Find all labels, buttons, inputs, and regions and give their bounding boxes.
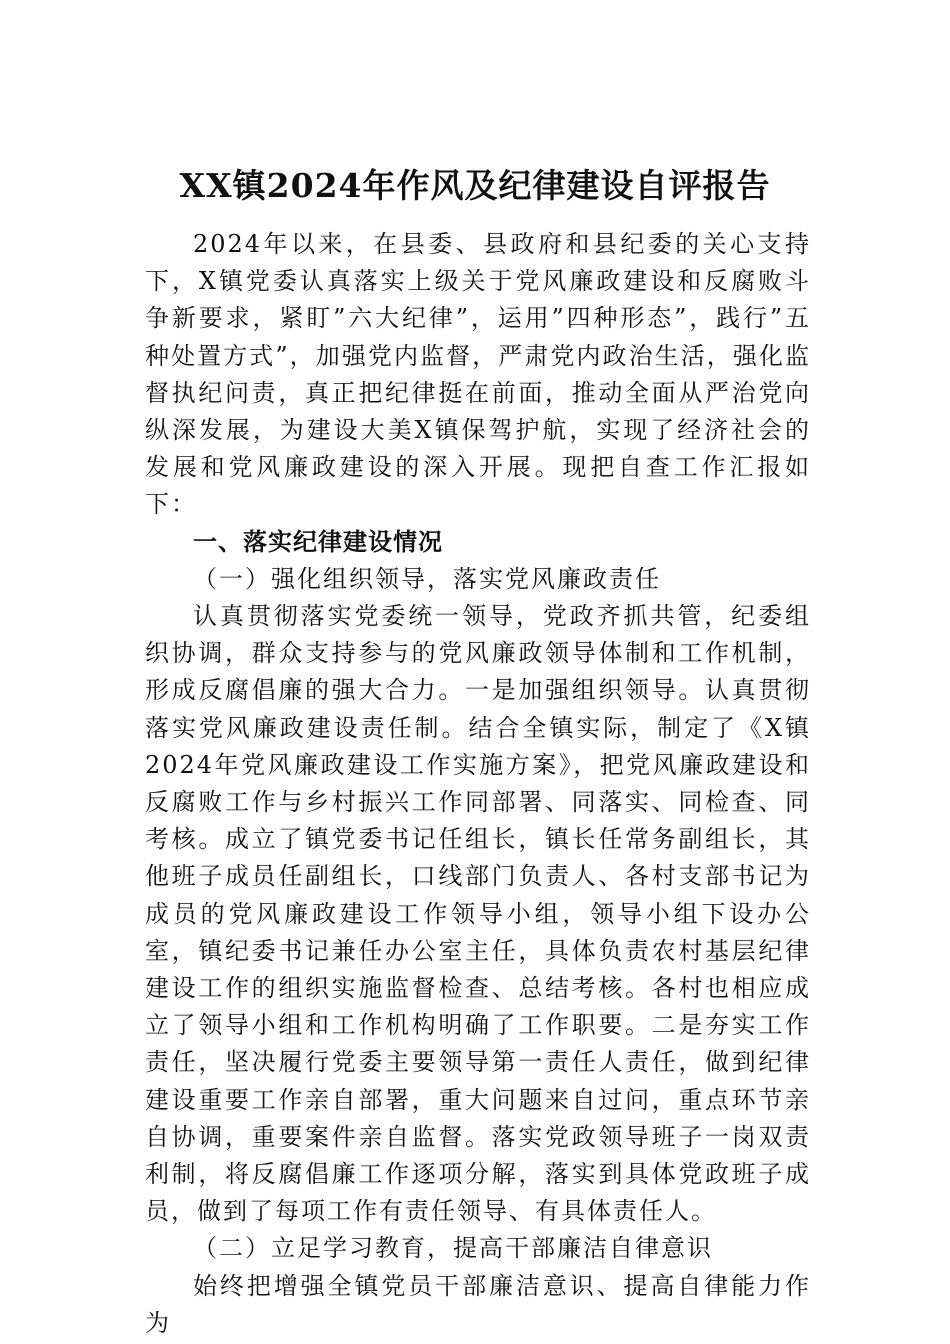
document-title: XX镇2024年作风及纪律建设自评报告 (179, 166, 771, 205)
section-heading-1: 一、落实纪律建设情况 (193, 527, 443, 556)
document-body (145, 226, 811, 1342)
subsection-heading-2: （二）立足学习教育，提高干部廉洁自律意识 (193, 1234, 713, 1263)
subsection-heading-1: （一）强化组织领导，落实党风廉政责任 (193, 564, 661, 593)
body-paragraph-2: 始终把增强全镇党员干部廉洁意识、提高自律能力作为 (145, 1271, 811, 1337)
body-paragraph-1: 认真贯彻落实党委统一领导，党政齐抓共管，纪委组织协调，群众支持参与的党风廉政领导体制和工作机制，形成反腐倡廉的强大合力。一是加强组织领导。认真贯彻落实党风廉政建设责任制。结合全镇实际，制定了《X镇2024年党风廉政建设工作实施方案》，把党风廉政建设和反腐败工作与乡村振兴工作同部署、同落实、同检查、同考核。成立了镇党委书记任组长，镇长任常务副组长，其他班子成员任副组长，口线部门负责人、各村支部书记为成员的党风廉政建设工作领导小组，领导小组下设办公室，镇纪委书记兼任办公室主任，具体负责农村基层纪律建设工作的组织实施监督检查、总结考核。各村也相应成立了领导小组和工作机构明确了工作职要。二是夯实工作责任，坚决履行党委主要领导第一责任人责任，做到纪律建设重要工作亲自部署，重大问题来自过问，重点环节亲自协调，重要案件亲自监督。落实党政领导班子一岗双责利制，将反腐倡廉工作逐项分解，落实到具体党政班子成员，做到了每项工作有责任领导、有具体责任人。 (145, 602, 811, 1226)
intro-paragraph: 2024年以来，在县委、县政府和县纪委的关心支持下，X镇党委认真落实上级关于党风廉政建设和反腐败斗争新要求，紧盯”六大纪律”，运用”四种形态”，践行”五种处置方式”，加强党内监督，严肃党内政治生活，强化监督执纪问责，真正把纪律挺在前面，推动全面从严治党向纵深发展，为建设大美X镇保驾护航，实现了经济社会的发展和党风廉政建设的深入开展。现把自查工作汇报如下： (145, 230, 811, 519)
